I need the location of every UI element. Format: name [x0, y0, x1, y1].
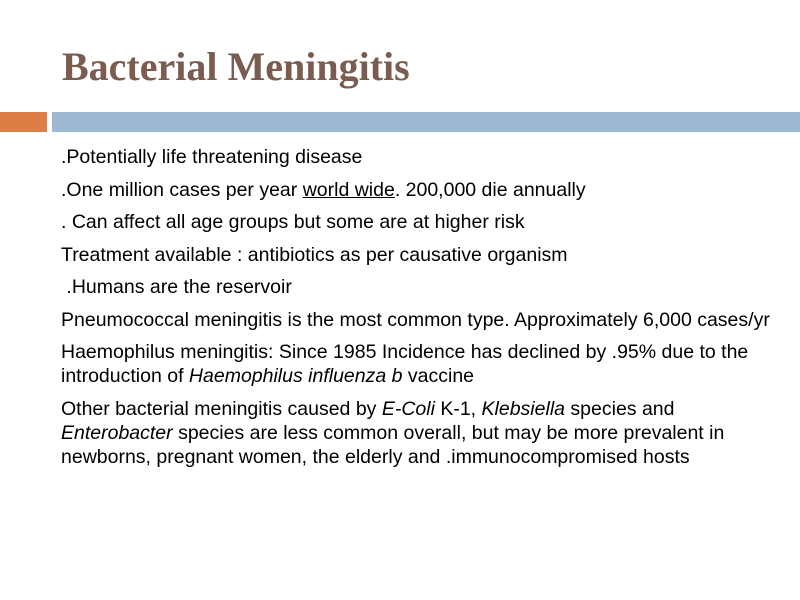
bullet-text: .One million cases per year: [61, 178, 303, 201]
bullet-item: [61, 340, 776, 388]
bullet-text: species and: [565, 397, 675, 420]
world-wide-link[interactable]: world wide: [302, 178, 395, 201]
bullet-text: species are less common overall, but may be more prevalent in newborns, pregnant women, the elderly and .immunocompromised hosts: [61, 421, 725, 468]
bullet-text: .Humans are the reservoir: [61, 276, 292, 298]
bullet-item: [61, 397, 776, 469]
bullet-text: . Can affect all age groups but some are at higher risk: [61, 211, 525, 233]
bullet-text: . 200,000 die annually: [394, 178, 586, 201]
bullet-text: vaccine: [402, 365, 475, 387]
bullet-text: Haemophilus meningitis: Since 1985 Incidence has declined by .95% due to the introduction of: [61, 341, 749, 387]
italic-organism: Klebsiella: [481, 397, 565, 420]
italic-organism: Enterobacter: [61, 421, 173, 444]
italic-organism: E-Coli: [381, 397, 435, 420]
bullet-list: [61, 145, 776, 477]
accent-bar-orange: [0, 112, 47, 132]
bullet-text: K-1,: [434, 397, 482, 420]
italic-organism: Haemophilus influenza b: [188, 365, 403, 387]
bullet-item: [61, 243, 776, 267]
bullet-text: .Potentially life threatening disease: [61, 146, 363, 168]
bullet-text: Other bacterial meningitis caused by: [61, 397, 382, 420]
bullet-item: [61, 145, 776, 169]
bullet-text: Treatment available : antibiotics as per causative organism: [61, 243, 568, 266]
bullet-item: [61, 275, 776, 299]
bullet-item: [61, 210, 776, 234]
bullet-item: [61, 178, 776, 202]
accent-bar-blue: [52, 112, 800, 132]
bullet-text: Pneumococcal meningitis is the most common type. Approximately 6,000 cases/yr: [61, 308, 770, 331]
slide-title: Bacterial Meningitis: [62, 44, 410, 89]
bullet-item: [61, 308, 776, 332]
